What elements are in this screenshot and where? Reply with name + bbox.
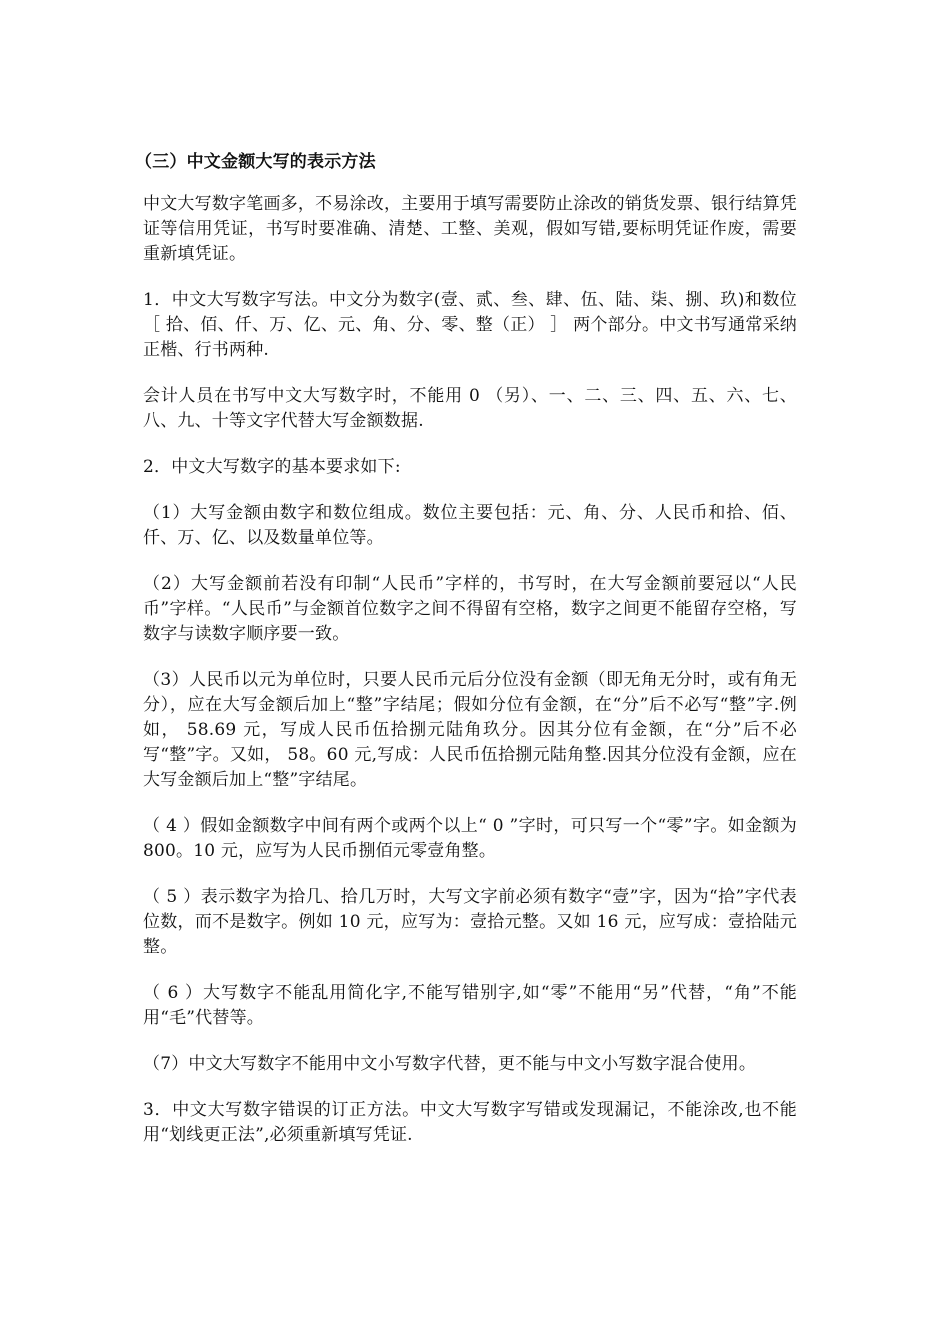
intro-paragraph: 中文大写数字笔画多，不易涂改，主要用于填写需要防止涂改的销货发票、银行结算凭证等信用凭证，书写时要准确、清楚、工整、美观，假如写错,要标明凭证作废，需要重新填凭证。 xyxy=(143,194,797,264)
requirement-2: （2）大写金额前若没有印制“人民币”字样的，书写时，在大写金额前要冠以“人民币”字样。“人民币”与金额首位数字之间不得留有空格，数字之间更不能留存空格，写数字与读数字顺序要一致。 xyxy=(143,574,797,644)
requirement-6: （ 6 ）大写数字不能乱用简化字,不能写错别字,如“零”不能用“另”代替，“角”不能用“毛”代替等。 xyxy=(143,983,797,1028)
item-1-writing-method: 1．中文大写数字写法。中文分为数字(壹、贰、叁、肆、伍、陆、柒、捌、玖)和数位 ［ 拾、佰、仟、万、亿、元、角、分、零、整（正） ］ 两个部分。中文书写通常采纳正楷、行书两种. xyxy=(143,290,797,360)
document-body xyxy=(135,150,797,1169)
item-3-correction-method: 3．中文大写数字错误的订正方法。中文大写数字写错或发现漏记，不能涂改,也不能用“划线更正法”,必须重新填写凭证. xyxy=(143,1100,797,1145)
requirement-7: （7）中文大写数字不能用中文小写数字代替，更不能与中文小写数字混合使用。 xyxy=(143,1054,757,1074)
item-2-basic-requirements: 2．中文大写数字的基本要求如下: xyxy=(143,457,401,477)
section-title: （三）中文金额大写的表示方法 xyxy=(135,152,376,172)
requirement-3: （3）人民币以元为单位时，只要人民币元后分位没有金额（即无角无分时，或有角无分），应在大写金额后加上“整”字结尾；假如分位有金额，在“分”后不必写“整”字.例如， 58.69 元，写成人民币伍拾捌元陆角玖分。因其分位有金额，在“分”后不必写“整”字。又如， 58。60 元,写成：人民币伍拾捌元陆角整.因其分位没有金额，应在大写金额后加上“整”字结尾。 xyxy=(143,670,797,790)
accountant-note-paragraph: 会计人员在书写中文大写数字时，不能用 0 （另）、一、二、三、四、五、六、七、八、九、十等文字代替大写金额数据. xyxy=(143,386,797,431)
requirement-5: （ 5 ）表示数字为拾几、拾几万时，大写文字前必须有数字“壹”字，因为“拾”字代表位数，而不是数字。例如 10 元，应写为：壹拾元整。又如 16 元，应写成：壹拾陆元整。 xyxy=(143,887,797,957)
requirement-4: （ 4 ）假如金额数字中间有两个或两个以上“ 0 ”字时，可只写一个“零”字。如金额为 800。10 元，应写为人民币捌佰元零壹角整。 xyxy=(143,816,797,861)
requirement-1: （1）大写金额由数字和数位组成。数位主要包括：元、角、分、人民币和拾、佰、仟、万、亿、以及数量单位等。 xyxy=(143,503,797,548)
